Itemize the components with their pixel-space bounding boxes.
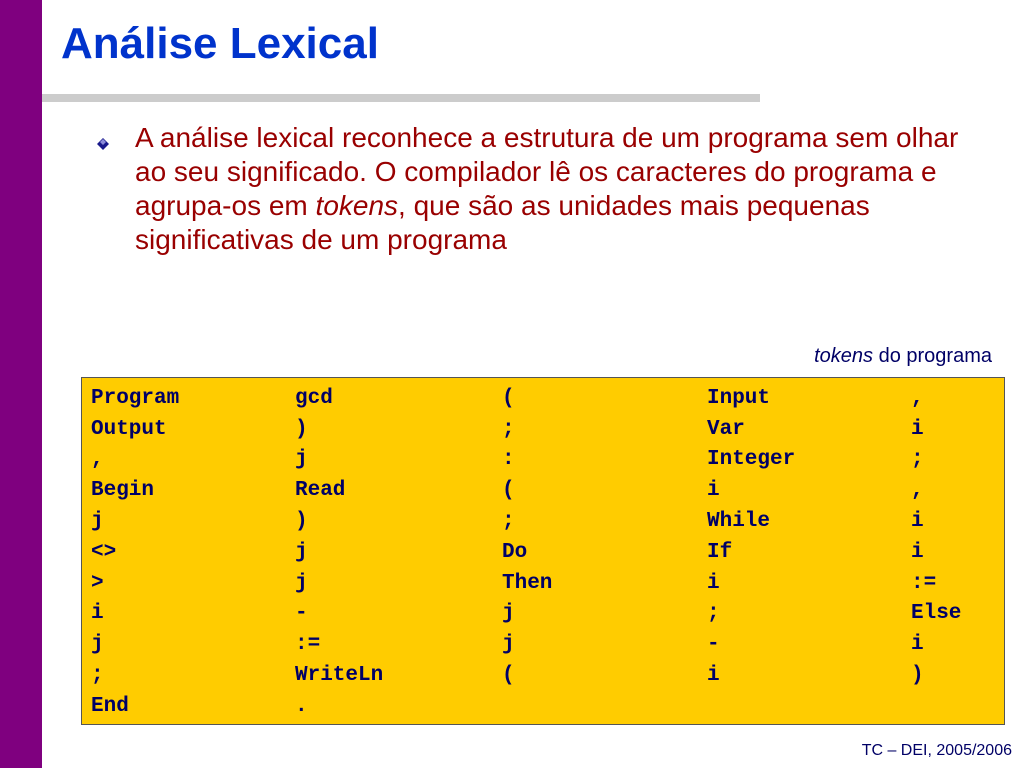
token-cell: ( <box>502 664 515 688</box>
left-accent-bar <box>0 0 42 768</box>
token-cell: i <box>911 540 924 564</box>
token-cell: j <box>502 602 515 626</box>
caption-emphasis: tokens <box>814 345 874 367</box>
token-row <box>91 537 991 568</box>
token-cell: ) <box>911 664 924 688</box>
token-row <box>91 506 991 537</box>
token-cell: i <box>91 602 104 626</box>
token-cell: ) <box>295 417 308 441</box>
token-row <box>91 568 991 599</box>
token-cell <box>911 691 991 722</box>
token-cell: Var <box>707 417 745 441</box>
token-cell: ( <box>502 479 515 503</box>
token-cell: ; <box>502 417 515 441</box>
tokens-table <box>91 383 991 722</box>
token-cell: j <box>91 510 104 534</box>
token-cell: gcd <box>295 386 333 410</box>
token-row <box>91 599 991 630</box>
token-cell: Begin <box>91 479 155 503</box>
token-cell: If <box>707 540 733 564</box>
token-row <box>91 445 991 476</box>
token-cell: j <box>295 448 308 472</box>
token-cell: Program <box>91 386 180 410</box>
token-cell: ( <box>502 386 515 410</box>
token-cell: i <box>911 510 924 534</box>
token-cell: : <box>502 448 515 472</box>
token-cell: ) <box>295 510 308 534</box>
token-cell: Else <box>911 602 962 626</box>
token-cell: End <box>91 694 129 718</box>
token-cell: i <box>911 633 924 657</box>
slide-title: Análise Lexical <box>61 19 379 68</box>
token-cell: j <box>295 540 308 564</box>
token-cell: > <box>91 571 104 595</box>
token-cell: , <box>91 448 104 472</box>
token-row <box>91 383 991 414</box>
token-cell: i <box>707 571 720 595</box>
token-cell: <> <box>91 540 117 564</box>
token-cell: WriteLn <box>295 664 384 688</box>
token-row <box>91 691 991 722</box>
token-cell: i <box>911 417 924 441</box>
token-cell: - <box>707 633 720 657</box>
token-cell: Do <box>502 540 528 564</box>
token-row <box>91 629 991 660</box>
token-cell: ; <box>707 602 720 626</box>
footer-text: TC – DEI, 2005/2006 <box>861 742 1012 759</box>
bullet-paragraph <box>135 121 995 257</box>
token-cell: i <box>707 664 720 688</box>
token-row <box>91 660 991 691</box>
token-row <box>91 475 991 506</box>
bullet-text-emphasis: tokens <box>315 190 399 221</box>
token-cell: ; <box>502 510 515 534</box>
token-cell: - <box>295 602 308 626</box>
token-cell: , <box>911 386 924 410</box>
token-cell: Then <box>502 571 553 595</box>
token-cell: j <box>502 633 515 657</box>
token-cell: ; <box>911 448 924 472</box>
token-cell: , <box>911 479 924 503</box>
bullet-text-start: A análise lexical reconhece a estrutura de um programa sem olhar ao seu significado. O compilador lê os caracteres do programa e agrupa-os em <box>135 122 959 221</box>
token-cell <box>502 691 707 722</box>
tokens-table-body <box>91 383 991 722</box>
token-row <box>91 414 991 445</box>
token-cell: j <box>295 571 308 595</box>
title-divider <box>42 94 760 102</box>
token-cell <box>707 691 911 722</box>
token-cell: ; <box>91 664 104 688</box>
token-cell: While <box>707 510 771 534</box>
token-cell: i <box>707 479 720 503</box>
tokens-caption <box>814 343 992 369</box>
diamond-bullet-icon <box>97 138 109 150</box>
tokens-box <box>81 377 1005 725</box>
token-cell: Integer <box>707 448 796 472</box>
token-cell: Output <box>91 417 167 441</box>
token-cell: . <box>295 694 308 718</box>
token-cell: := <box>911 571 937 595</box>
token-cell: j <box>91 633 104 657</box>
caption-rest: do programa <box>873 345 992 367</box>
bullet-text-end: , que são as unidades mais pequenas significativas de um programa <box>135 190 870 255</box>
token-cell: := <box>295 633 321 657</box>
token-cell: Read <box>295 479 346 503</box>
token-cell: Input <box>707 386 771 410</box>
